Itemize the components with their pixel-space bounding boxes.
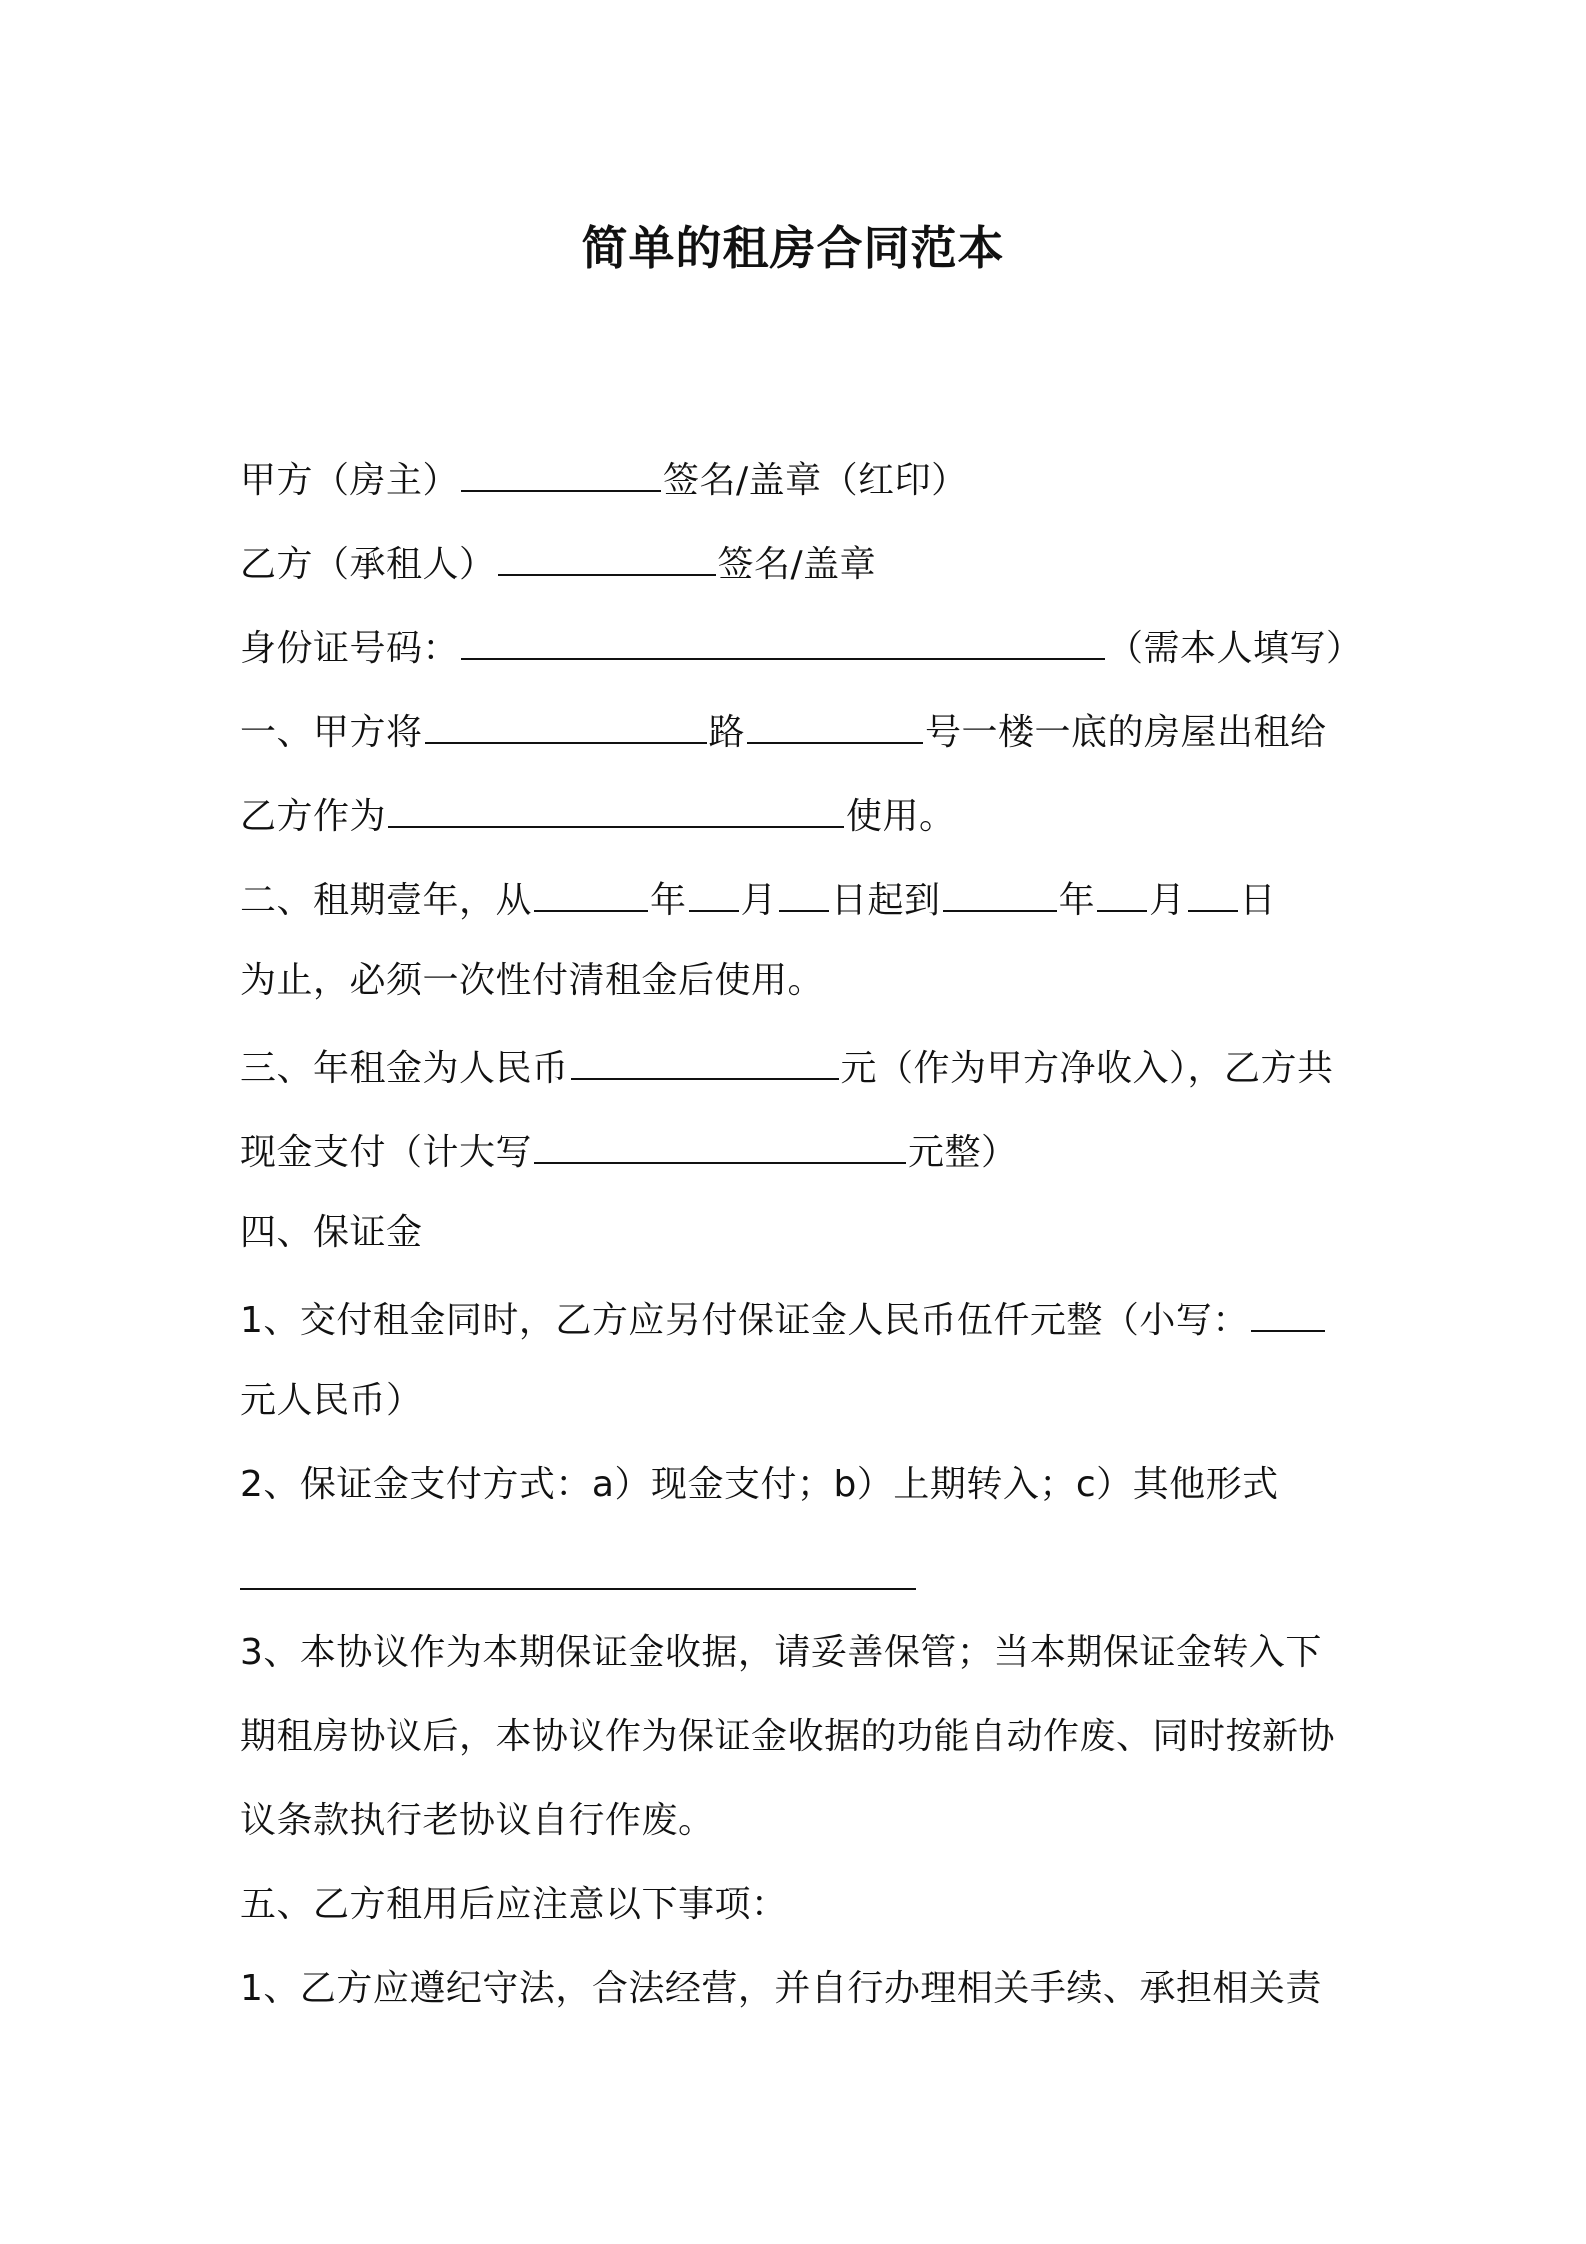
house-number-blank[interactable] [747,704,923,744]
line-id-number [240,620,1363,674]
deposit-item-3-line-2: 期租房协议后，本协议作为保证金收据的功能自动作废、同时按新协 [240,1716,1336,1757]
deposit-item-2: 2、保证金支付方式：a）现金支付；b）上期转入；c）其他形式 [240,1464,1279,1505]
line-clause-3a [240,1040,1360,1094]
line-clause-4-2 [240,1460,1360,1510]
rent-uppercase-blank[interactable] [534,1124,906,1164]
rent-amount-blank[interactable] [571,1040,839,1080]
term-payment-text: 为止，必须一次性付清租金后使用。 [240,960,825,1001]
road-label: 路 [708,711,746,753]
rent-uppercase-suffix: 元整） [908,1131,1018,1173]
id-number-label: 身份证号码： [240,627,460,669]
start-year-blank[interactable] [534,872,648,912]
line-party-a [240,452,1360,506]
usage-blank[interactable] [388,788,844,828]
start-year-label: 年 [650,879,687,921]
end-year-label: 年 [1058,879,1096,921]
end-year-blank[interactable] [943,872,1057,912]
party-a-label: 甲方（房主） [240,459,460,501]
start-day-label: 日起到 [831,879,941,921]
deposit-item-3-line-1: 3、本协议作为本期保证金收据，请妥善保管；当本期保证金转入下 [240,1632,1322,1673]
start-month-blank[interactable] [689,872,739,912]
end-day-blank[interactable] [1188,872,1238,912]
line-clause-1a [240,704,1360,758]
usage-suffix: 使用。 [846,795,956,837]
party-b-name-blank[interactable] [498,536,716,576]
line-clause-5-heading [240,1880,1360,1930]
tenant-notes-item-1: 1、乙方应遵纪守法，合法经营，并自行办理相关手续、承担相关责 [240,1968,1322,2009]
end-day-label: 日 [1239,879,1277,921]
road-blank[interactable] [425,704,707,744]
line-clause-5-1 [240,1964,1360,2014]
rent-uppercase-label: 现金支付（计大写 [240,1131,533,1173]
line-clause-4-3b [240,1712,1360,1762]
clause-1-label: 一、甲方将 [240,711,423,753]
end-month-label: 月 [1149,879,1186,921]
line-clause-4-3c [240,1796,1360,1846]
tenant-notes-heading: 五、乙方租用后应注意以下事项： [240,1884,788,1925]
line-clause-3b [240,1124,1360,1178]
deposit-amount-blank[interactable] [1251,1292,1325,1332]
line-clause-1b [240,788,1360,842]
deposit-heading: 四、保证金 [240,1212,423,1253]
party-b-label: 乙方（承租人） [240,543,496,585]
line-clause-4-1b [240,1376,1360,1426]
party-a-name-blank[interactable] [461,452,661,492]
line-clause-2b [240,956,1360,1006]
usage-label: 乙方作为 [240,795,387,837]
deposit-item-3-line-3: 议条款执行老协议自行作废。 [240,1800,715,1841]
party-a-sign-label: 签名/盖章（红印） [663,459,968,501]
party-b-sign-label: 签名/盖章 [717,543,877,585]
id-number-note: （需本人填写） [1107,627,1363,669]
line-clause-4-3a [240,1628,1360,1678]
line-clause-4-1a [240,1292,1360,1346]
end-month-blank[interactable] [1097,872,1147,912]
line-clause-2a [240,872,1360,926]
deposit-currency-text: 元人民币） [240,1380,423,1421]
deposit-item-1: 1、交付租金同时，乙方应另付保证金人民币伍仟元整（小写： [240,1299,1249,1341]
line-clause-4-heading [240,1208,1360,1258]
clause-1-text: 号一楼一底的房屋出租给 [925,711,1327,753]
other-form-blank[interactable] [240,1588,916,1590]
start-month-label: 月 [740,879,778,921]
start-day-blank[interactable] [779,872,829,912]
term-label: 二、租期壹年，从 [240,879,533,921]
rent-label: 三、年租金为人民币 [240,1047,569,1089]
rent-suffix: 元（作为甲方净收入），乙方共 [840,1047,1334,1089]
line-party-b [240,536,1360,590]
document-title: 简单的租房合同范本 [581,221,1005,275]
id-number-blank[interactable] [461,620,1105,660]
